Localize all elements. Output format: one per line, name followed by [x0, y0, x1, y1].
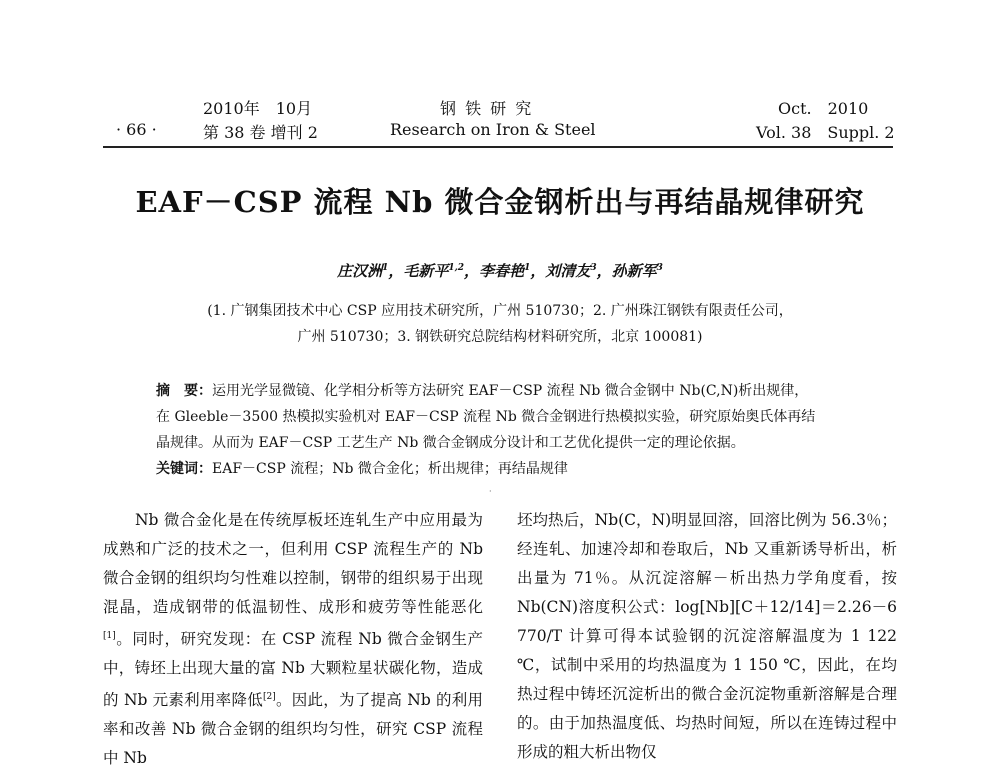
citation[interactable]: [2]: [262, 692, 276, 703]
abstract-line: [156, 378, 842, 404]
separator-dot: ·: [489, 487, 492, 496]
header-rule: [103, 146, 893, 148]
body-text: 。同时，研究发现：在 CSP 流程 Nb 微合金钢生产中，铸坯上出现大量的富 Nb 大颗粒星状碳化物，造成的 Nb 元素利用率降低: [103, 630, 483, 710]
author-affil-mark: 3: [656, 263, 663, 273]
author-affil-mark: 1,2: [448, 263, 465, 273]
author-name: 孙新军: [611, 262, 657, 280]
author-list: 庄汉洲$^1$，毛新平$^{1,2}$，李春艳$^1$，刘清友$^3$，孙新军$^3$: [337, 262, 663, 280]
body-paragraph: [103, 506, 483, 773]
affiliation-line: 广州 510730；3. 钢铁研究总院结构材料研究所，北京 100081): [297, 329, 703, 345]
author-name: 刘清友: [545, 262, 591, 280]
abstract-line: 在 Gleeble－3500 热模拟实验机对 EAF－CSP 流程 Nb 微合金钢进行热模拟实验，研究原始奥氏体再结: [156, 409, 816, 425]
abstract-line: 晶规律。从而为 EAF－CSP 工艺生产 Nb 微合金钢成分设计和工艺优化提供一定的理论依据。: [156, 435, 745, 451]
author-affil-mark: 3: [590, 263, 597, 273]
body-column-right: [517, 506, 897, 767]
volume-cn: 第 38 卷 增刊 2: [203, 123, 318, 142]
body-text: Nb 微合金化是在传统厚板坯连轧生产中应用最为成熟和广泛的技术之一，但利用 CSP 流程生产的 Nb 微合金钢的组织均匀性难以控制，钢带的组织易于出现混晶，造成钢带的低温韧性、成形和疲劳等性能恶化: [103, 511, 483, 616]
article-title: EAF－CSP 流程 Nb 微合金钢析出与再结晶规律研究: [135, 185, 865, 219]
author-name: 李春艳: [479, 262, 525, 280]
keywords-label: 关键词：: [156, 461, 212, 477]
issue-date-en: Oct. 2010: [778, 99, 869, 118]
author-affil-mark: 1: [524, 263, 531, 273]
issue-date-cn: 2010年 10月: [203, 99, 313, 118]
author-name: 庄汉洲: [337, 262, 383, 280]
volume-en: Vol. 38 Suppl. 2: [756, 123, 895, 142]
author-affil-mark: 1: [382, 263, 389, 273]
journal-name-en: Research on Iron & Steel: [390, 120, 596, 139]
abstract-label: 摘 要：: [156, 383, 212, 399]
body-paragraph: 坯均热后，Nb(C，N)明显回溶，回溶比例为 56.3％；经连轧、加速冷却和卷取后，Nb 又重新诱导析出，析出量为 71％。从沉淀溶解－析出热力学角度看，按 Nb(CN)溶度积公式：log[Nb][C＋12/14]＝2.26－6 770/T 计算可得本试验钢的沉淀溶解温度为 1 122 ℃，试制中采用的均热温度为 1 150 ℃，因此，在均热过程中铸坯沉淀析出的微合金沉淀物重新溶解是合理的。由于加热温度低、均热时间短，所以在连铸过程中形成的粗大析出物仅: [517, 511, 897, 761]
keywords-line: [156, 456, 842, 482]
keywords-text: EAF－CSP 流程；Nb 微合金化；析出规律；再结晶规律: [212, 461, 568, 477]
body-column-left: [103, 506, 483, 773]
affiliation-line: (1. 广钢集团技术中心 CSP 应用技术研究所，广州 510730；2. 广州珠江钢铁有限责任公司，: [207, 303, 793, 319]
page-number: · 66 ·: [116, 120, 157, 139]
citation[interactable]: [1]: [103, 631, 116, 641]
author-name: 毛新平: [403, 262, 449, 280]
abstract-text: 运用光学显微镜、化学相分析等方法研究 EAF－CSP 流程 Nb 微合金钢中 Nb(C,N)析出规律，: [212, 383, 809, 399]
journal-name-cn: 钢 铁 研 究: [440, 99, 534, 118]
body-text: 。因此，为了提高 Nb 的利用率和改善 Nb 微合金钢的组织均匀性，研究 CSP 流程中 Nb: [103, 691, 484, 768]
